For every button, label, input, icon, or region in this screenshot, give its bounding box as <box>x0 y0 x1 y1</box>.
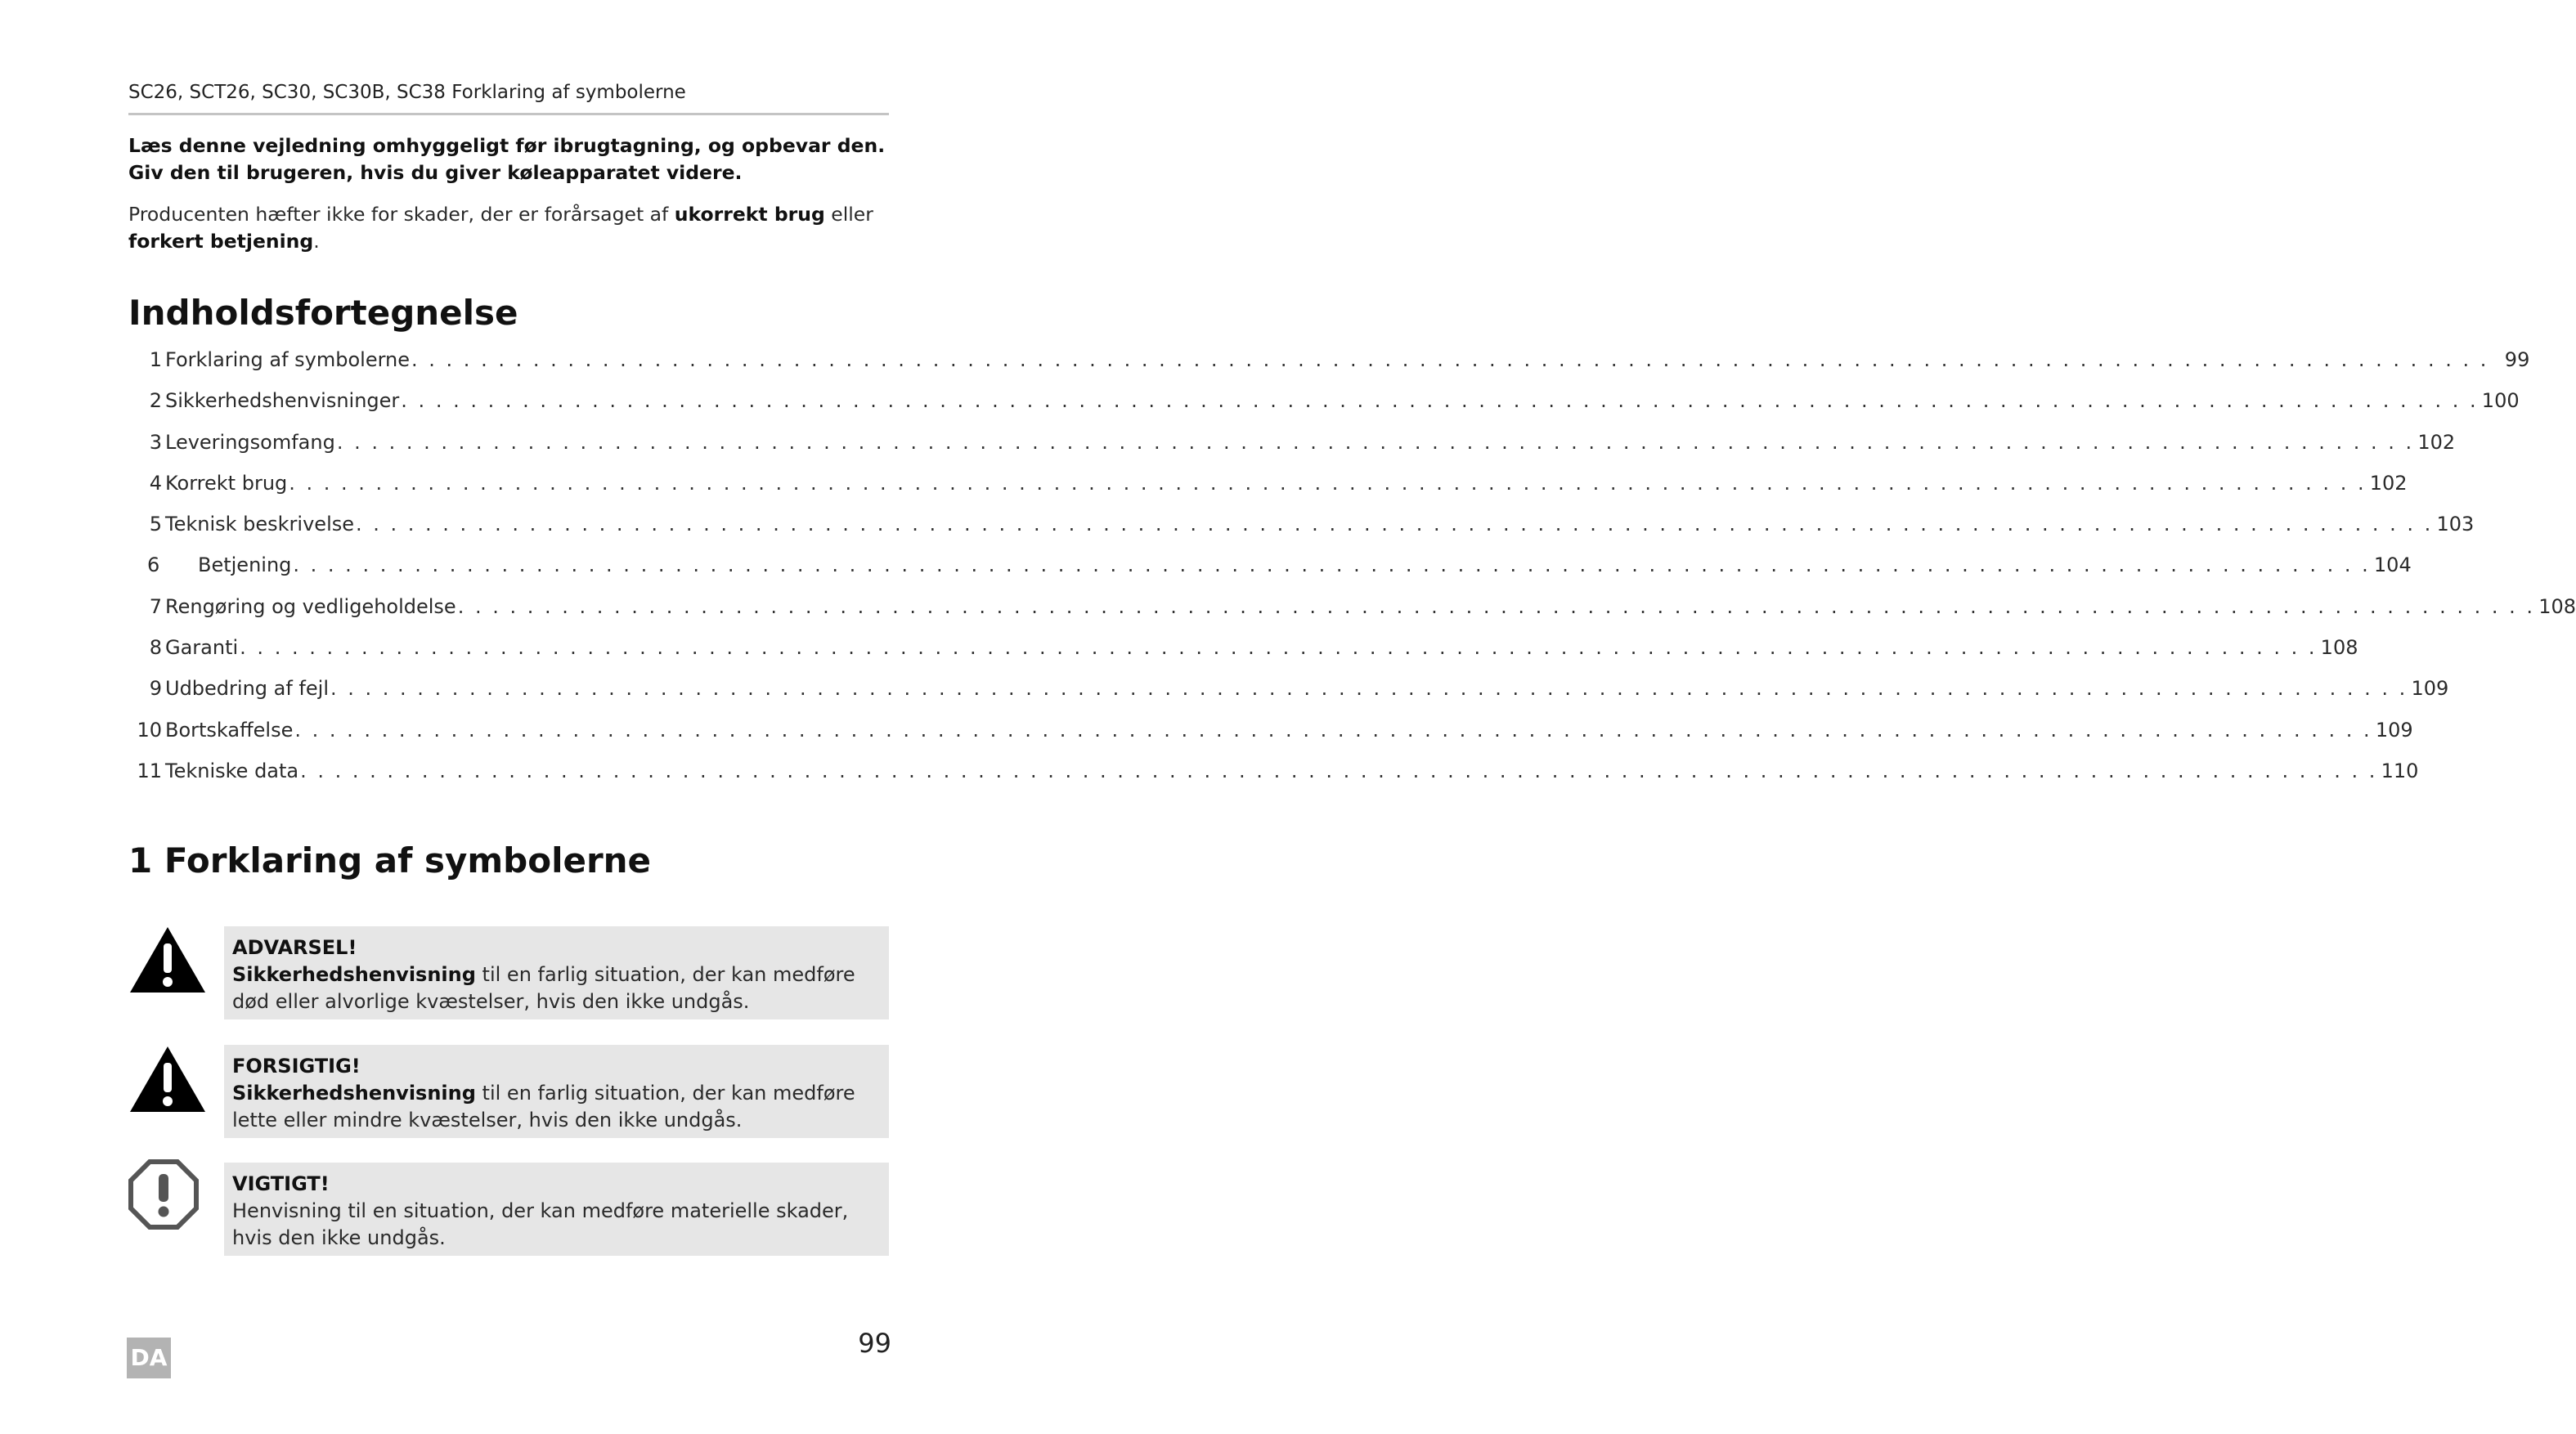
toc-entry-label: Udbedring af fejl <box>165 677 329 701</box>
notice-text: Henvisning til en situation, der kan medføre materielle skader, hvis den ikke undgås. <box>232 1199 849 1249</box>
running-header: SC26, SCT26, SC30, SC30B, SC38 Forklaring af symbolerne <box>128 82 686 103</box>
toc-entry-number: 6 <box>147 553 160 577</box>
toc-entry-number: 11 <box>137 759 162 782</box>
page-number: 99 <box>858 1328 891 1359</box>
warning-triangle-icon <box>128 925 207 994</box>
toc-entry-number: 7 <box>149 594 162 618</box>
toc-entry-number: 2 <box>149 389 162 413</box>
toc-entry-label: Betjening <box>198 553 292 577</box>
notice-body: til en farlig situation, der kan medføre død eller alvorlige kvæstelser, hvis den ikke undgås. <box>232 963 855 1013</box>
toc-entry-label: Rengøring og vedligeholdelse <box>165 594 456 618</box>
toc-entry[interactable] <box>123 636 2358 677</box>
toc-entry-page: 108 <box>2320 636 2358 660</box>
toc-entry[interactable] <box>123 677 2449 718</box>
notice-bold: Sikkerhedshenvisning <box>232 1082 476 1105</box>
notice-title: FORSIGTIG! <box>232 1055 361 1078</box>
toc-leader-dots: . . . . . . . . . . . . . . . . . . . . . . . . . . . . . . . . . . . . . . . . . . . . . . . . . . . . . . . . . . . . . . . . . . . . . . . . . . . . . . . . . . . . . . . . . . . . . . . . . . . . . . . . . . . . . . . . . . . . . . . . <box>457 594 2535 618</box>
toc-title: Indholdsfortegnelse <box>128 293 518 333</box>
header-divider <box>128 113 889 115</box>
caution-notice <box>224 1045 889 1138</box>
toc-entry-label: Leveringsomfang <box>165 430 335 454</box>
toc-entry[interactable] <box>123 718 2413 760</box>
toc-entry-label: Bortskaffelse <box>165 718 294 742</box>
liability-disclaimer <box>128 201 889 255</box>
disclaimer-text-mid: eller <box>824 203 873 226</box>
toc-entry[interactable] <box>123 513 2475 553</box>
toc-leader-dots: . . . . . . . . . . . . . . . . . . . . . . . . . . . . . . . . . . . . . . . . . . . . . . . . . . . . . . . . . . . . . . . . . . . . . . . . . . . . . . . . . . . . . . . . . . . . . . . . . . . . . . . . . . . . . . . . . . . . . . . . <box>411 348 2489 371</box>
toc-entry[interactable] <box>123 759 2419 800</box>
toc-entry-number: 1 <box>149 348 162 371</box>
notice-title: ADVARSEL! <box>232 936 357 959</box>
toc-leader-dots: . . . . . . . . . . . . . . . . . . . . . . . . . . . . . . . . . . . . . . . . . . . . . . . . . . . . . . . . . . . . . . . . . . . . . . . . . . . . . . . . . . . . . . . . . . . . . . . . . . . . . . . . . . . . . . . . . . . . . . . . <box>293 553 2371 577</box>
disclaimer-text-start: Producenten hæfter ikke for skader, der er forårsaget af <box>128 203 675 226</box>
notice-text <box>232 961 879 1015</box>
toc-entry-number: 4 <box>149 471 162 495</box>
disclaimer-bold-2: forkert betjening <box>128 230 314 253</box>
important-notice <box>224 1163 889 1256</box>
notice-bold: Sikkerhedshenvisning <box>232 963 476 986</box>
toc-entry-page: 110 <box>2381 759 2419 782</box>
warning-notice <box>224 926 889 1019</box>
toc-entry-page: 100 <box>2481 389 2520 413</box>
toc-leader-dots: . . . . . . . . . . . . . . . . . . . . . . . . . . . . . . . . . . . . . . . . . . . . . . . . . . . . . . . . . . . . . . . . . . . . . . . . . . . . . . . . . . . . . . . . . . . . . . . . . . . . . . . . . . . . . . . . . . . . . . . . <box>336 430 2415 454</box>
toc-entry-label: Garanti <box>165 636 239 660</box>
toc-leader-dots: . . . . . . . . . . . . . . . . . . . . . . . . . . . . . . . . . . . . . . . . . . . . . . . . . . . . . . . . . . . . . . . . . . . . . . . . . . . . . . . . . . . . . . . . . . . . . . . . . . . . . . . . . . . . . . . . . . . . . . . . <box>330 677 2408 701</box>
toc-entry[interactable] <box>123 471 2408 513</box>
toc-entry-page: 109 <box>2375 718 2413 742</box>
toc-leader-dots: . . . . . . . . . . . . . . . . . . . . . . . . . . . . . . . . . . . . . . . . . . . . . . . . . . . . . . . . . . . . . . . . . . . . . . . . . . . . . . . . . . . . . . . . . . . . . . . . . . . . . . . . . . . . . . . . . . . . . . . . <box>356 513 2434 536</box>
toc-entry-label: Tekniske data <box>165 759 299 782</box>
toc-entry-label: Forklaring af symbolerne <box>165 348 411 371</box>
notice-body: til en farlig situation, der kan medføre lette eller mindre kvæstelser, hvis den ikke undgås. <box>232 1082 855 1132</box>
intro-instruction: Læs denne vejledning omhyggeligt før ibrugtagning, og opbevar den. Giv den til brugeren, hvis du giver køleapparatet videre. <box>128 134 886 184</box>
table-of-contents <box>123 348 2576 800</box>
toc-entry[interactable] <box>123 553 2412 594</box>
disclaimer-text-end: . <box>313 230 320 253</box>
toc-leader-dots: . . . . . . . . . . . . . . . . . . . . . . . . . . . . . . . . . . . . . . . . . . . . . . . . . . . . . . . . . . . . . . . . . . . . . . . . . . . . . . . . . . . . . . . . . . . . . . . . . . . . . . . . . . . . . . . . . . . . . . . . <box>289 471 2367 495</box>
toc-entry[interactable] <box>123 594 2576 636</box>
toc-entry-number: 5 <box>149 513 162 536</box>
notice-octagon-icon <box>128 1159 199 1230</box>
toc-entry-number: 8 <box>149 636 162 660</box>
toc-entry-label: Korrekt brug <box>165 471 288 495</box>
toc-leader-dots: . . . . . . . . . . . . . . . . . . . . . . . . . . . . . . . . . . . . . . . . . . . . . . . . . . . . . . . . . . . . . . . . . . . . . . . . . . . . . . . . . . . . . . . . . . . . . . . . . . . . . . . . . . . . . . . . . . . . . . . . <box>300 759 2378 782</box>
toc-entry-label: Sikkerhedshenvisninger <box>165 389 400 413</box>
toc-entry-number: 3 <box>149 430 162 454</box>
toc-leader-dots: . . . . . . . . . . . . . . . . . . . . . . . . . . . . . . . . . . . . . . . . . . . . . . . . . . . . . . . . . . . . . . . . . . . . . . . . . . . . . . . . . . . . . . . . . . . . . . . . . . . . . . . . . . . . . . . . . . . . . . . . <box>294 718 2372 742</box>
toc-entry-page: 99 <box>2504 348 2530 371</box>
section-title: 1 Forklaring af symbolerne <box>128 840 652 881</box>
language-badge: DA <box>127 1338 171 1378</box>
toc-entry-page: 104 <box>2373 553 2412 577</box>
disclaimer-bold-1: ukorrekt brug <box>674 203 825 226</box>
toc-entry-page: 103 <box>2436 513 2475 536</box>
toc-entry[interactable] <box>123 430 2456 472</box>
notice-text <box>232 1080 879 1134</box>
toc-entry[interactable] <box>123 348 2530 389</box>
toc-entry-number: 10 <box>137 718 162 742</box>
toc-entry-page: 109 <box>2411 677 2449 701</box>
toc-entry-label: Teknisk beskrivelse <box>165 513 354 536</box>
caution-triangle-icon <box>128 1045 207 1114</box>
notice-title: VIGTIGT! <box>232 1172 330 1195</box>
toc-entry-page: 108 <box>2538 594 2576 618</box>
toc-entry[interactable] <box>123 389 2520 430</box>
toc-entry-page: 102 <box>2369 471 2408 495</box>
toc-leader-dots: . . . . . . . . . . . . . . . . . . . . . . . . . . . . . . . . . . . . . . . . . . . . . . . . . . . . . . . . . . . . . . . . . . . . . . . . . . . . . . . . . . . . . . . . . . . . . . . . . . . . . . . . . . . . . . . . . . . . . . . . <box>401 389 2479 413</box>
toc-leader-dots: . . . . . . . . . . . . . . . . . . . . . . . . . . . . . . . . . . . . . . . . . . . . . . . . . . . . . . . . . . . . . . . . . . . . . . . . . . . . . . . . . . . . . . . . . . . . . . . . . . . . . . . . . . . . . . . . . . . . . . . . <box>240 636 2318 660</box>
toc-entry-number: 9 <box>149 677 162 701</box>
toc-entry-page: 102 <box>2417 430 2456 454</box>
